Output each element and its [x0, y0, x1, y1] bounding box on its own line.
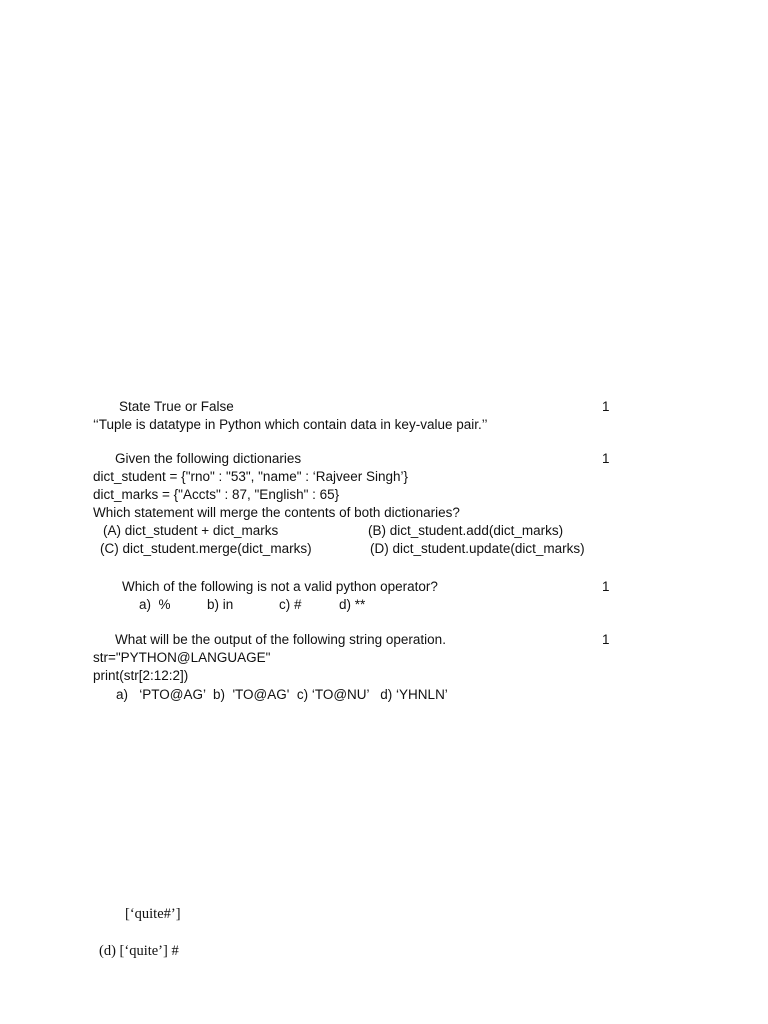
question-1-marks: 1 — [602, 399, 610, 414]
answer-fragment-1: [‘quite#’] — [125, 906, 181, 922]
question-2-option-b: (B) dict_student.add(dict_marks) — [368, 523, 564, 538]
question-4-options: a) ‘PTO@AG’ b) 'TO@AG' c) ‘TO@NU’ d) ‘YHNLN’ — [116, 687, 448, 702]
question-3-prompt: Which of the following is not a valid python operator? — [122, 579, 438, 594]
question-3-option-b: b) in — [207, 597, 234, 612]
question-2-question-text: Which statement will merge the contents of both dictionaries? — [93, 505, 460, 520]
question-3-marks: 1 — [602, 579, 610, 594]
question-2-marks: 1 — [602, 451, 610, 466]
question-2-option-d: (D) dict_student.update(dict_marks) — [370, 541, 585, 556]
question-3-option-c: c) # — [279, 597, 302, 612]
question-1-prompt: State True or False — [119, 399, 234, 414]
question-2-prompt: Given the following dictionaries — [115, 451, 302, 466]
question-3-option-d: d) ** — [339, 597, 366, 612]
question-4-code-line-1: str="PYTHON@LANGUAGE" — [93, 650, 271, 665]
question-1-statement: ‘‘Tuple is datatype in Python which contain data in key-value pair.’’ — [93, 417, 488, 432]
question-2-code-line-1: dict_student = {"rno" : "53", "name" : ‘Rajveer Singh’} — [93, 469, 409, 484]
answer-fragment-2: (d) [‘quite’] # — [99, 943, 179, 959]
question-4-code-line-2: print(str[2:12:2]) — [93, 668, 189, 683]
question-2-code-line-2: dict_marks = {"Accts" : 87, "English" : 65} — [93, 487, 340, 502]
question-4-prompt: What will be the output of the following string operation. — [115, 632, 446, 647]
question-2-option-a: (A) dict_student + dict_marks — [103, 523, 279, 538]
question-3-option-a: a) % — [139, 597, 171, 612]
question-4-marks: 1 — [602, 632, 610, 647]
question-2-option-c: (C) dict_student.merge(dict_marks) — [100, 541, 312, 556]
